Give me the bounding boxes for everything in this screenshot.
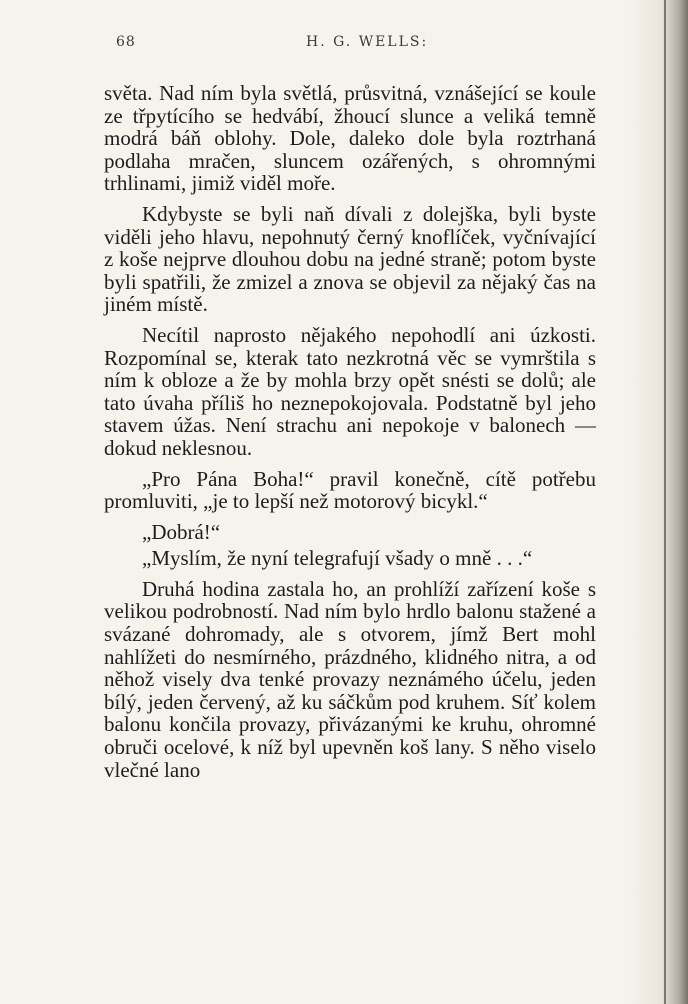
paragraph: Necítil naprosto nějakého nepohodlí ani úzkosti. Rozpomínal se, kterak tato nezkrotná věc se vymrštila s ním k obloze a že by mohla brzy opět snésti se dolů; ale tato úvaha příliš ho neznepokojovala. Podstatně byl jeho stavem úžas. Není strachu ani nepokoje v balonech — dokud neklesnou. xyxy=(104,322,596,460)
paragraph: „Dobrá!“ xyxy=(142,519,221,544)
paragraph: „Pro Pána Boha!“ pravil konečně, cítě potřebu promluviti, „je to lepší než motorový bicykl.“ xyxy=(104,466,596,514)
running-head: H. G. WELLS: xyxy=(306,34,429,50)
page-header xyxy=(116,34,596,56)
paragraph: světa. Nad ním byla světlá, průsvitná, vznášející se koule ze třpytícího se hedvábí, žhoucí slunce a veliká temně modrá báň oblohy. Dole, daleko dole byla roztrhaná podlaha mračen, sluncem ozářených, s ohromnými trhlinami, jimiž viděl moře. xyxy=(104,81,596,196)
paragraph: Druhá hodina zastala ho, an prohlíží zařízení koše s velikou podrobností. Nad ním bylo hrdlo balonu stažené a svázané dohromady, ale s otvorem, jímž Bert mohl nahlížeti do nesmírného, prázdného, klidného nitra, a od něhož visely dva tenké provazy neznámého účelu, jeden bílý, jeden červený, až ku sáčkům pod kruhem. Síť kolem balonu končila provazy, přivázanými ke kruhu, ohromné obruči ocelové, k níž byl upevněn koš lany. S něho viselo vlečné lano xyxy=(104,576,596,782)
page-number: 68 xyxy=(116,34,136,50)
body-text xyxy=(104,82,596,781)
paragraph: Kdybyste se byli naň dívali z dolejška, byli byste viděli jeho hlavu, nepohnutý černý knoflíček, vyčnívající z koše nejprve dlouhou dobu na jedné straně; potom byste byli spatřili, že zmizel a znova se objevil za nějaký čas na jiném místě. xyxy=(104,201,596,317)
page-edge-shadow xyxy=(628,0,688,1004)
page-edge-line xyxy=(664,0,666,1004)
paragraph: „Myslím, že nyní telegrafují všady o mně . . .“ xyxy=(142,546,533,571)
